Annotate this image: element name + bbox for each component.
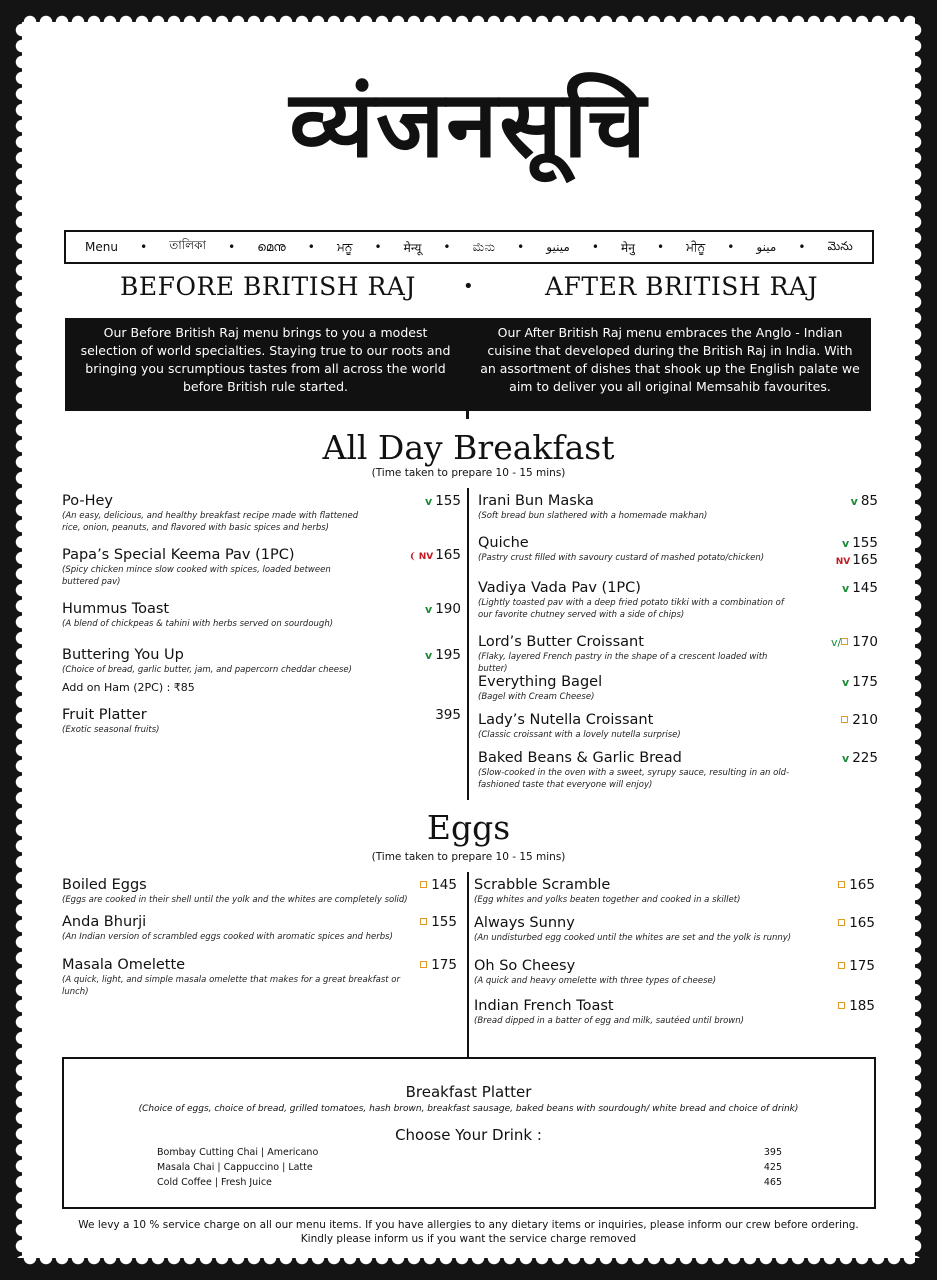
language-label: مينو xyxy=(756,240,777,254)
non-veg-icon: NV xyxy=(835,557,851,567)
language-label: మెను xyxy=(827,238,853,253)
item-price xyxy=(420,957,457,973)
item-price xyxy=(842,750,878,766)
veg-icon: v xyxy=(842,537,850,550)
item-name: Scrabble Scramble xyxy=(474,877,611,893)
footer-line-2: Kindly please inform us if you want the service charge removed xyxy=(300,1233,637,1245)
item-description: (Egg whites and yolks beaten together and cooked in a skillet) xyxy=(474,895,741,905)
item-name: Quiche xyxy=(478,535,529,551)
item-name: Everything Bagel xyxy=(478,674,603,690)
item-price xyxy=(409,547,461,563)
item-description: (Bagel with Cream Cheese) xyxy=(478,692,595,702)
price-value: 145 xyxy=(431,877,457,893)
menu-item xyxy=(474,914,794,944)
price-value: 175 xyxy=(852,674,878,690)
language-separator: • xyxy=(727,240,735,254)
item-price xyxy=(420,914,457,930)
price-value: 175 xyxy=(431,957,457,973)
language-separator: • xyxy=(307,240,315,254)
item-description: (Choice of bread, garlic butter, jam, and papercorn cheddar cheese) xyxy=(62,665,352,675)
drink-name: Masala Chai | Cappuccino | Latte xyxy=(157,1162,313,1173)
item-description: (Flaky, layered French pastry in the shape of a crescent loaded with butter) xyxy=(478,652,768,674)
item-price xyxy=(425,647,461,663)
egg-icon xyxy=(420,918,427,925)
item-name: Vadiya Vada Pav (1PC) xyxy=(478,580,641,596)
price-value: 190 xyxy=(435,601,461,617)
item-description: (An easy, delicious, and healthy breakfast recipe made with flattened rice, onion, peanuts, and flavored with basic spices and herbs) xyxy=(62,511,359,533)
language-label: ಮೆನು xyxy=(472,239,495,254)
item-price xyxy=(842,674,878,690)
price-value: 155 xyxy=(431,914,457,930)
language-separator: • xyxy=(656,240,665,254)
item-description: (A quick and heavy omelette with three types of cheese) xyxy=(474,976,717,986)
item-name: Irani Bun Maska xyxy=(478,493,594,509)
language-label: ਮੀਨੂ xyxy=(686,239,706,254)
menu-title: व्यंजनसूचि xyxy=(289,71,648,178)
item-price xyxy=(838,915,875,931)
price-value: 165 xyxy=(849,915,875,931)
after-raj-description: Our After British Raj menu embraces the Anglo - Indian cuisine that developed during the British Raj in India. With an assortment of dishes that shook up the English palate we aim to deliver you all original Memsahib favourites. xyxy=(469,318,871,411)
before-raj-description: Our Before British Raj menu brings to you a modest selection of world specialties. Staying true to our roots and bringing you scrumptious tastes from all across the world before British rule started. xyxy=(65,318,466,411)
price-value: 165 xyxy=(852,552,878,568)
breakfast-subtitle: (Time taken to prepare 10 - 15 mins) xyxy=(371,467,566,479)
drink-name: Bombay Cutting Chai | Americano xyxy=(157,1147,319,1158)
item-description: (Pastry crust filled with savoury custard of mashed potato/chicken) xyxy=(478,553,765,563)
item-description: (Soft bread bun slathered with a homemade makhan) xyxy=(478,511,708,521)
eggs-subtitle: (Time taken to prepare 10 - 15 mins) xyxy=(371,851,566,863)
item-price xyxy=(420,877,457,893)
chili-icon: ❨ xyxy=(409,552,417,562)
menu-item xyxy=(478,492,798,522)
price-value: 175 xyxy=(849,958,875,974)
language-separator: • xyxy=(140,240,148,254)
menu-item xyxy=(62,492,362,534)
item-addon: Add on Ham (2PC) : ₹85 xyxy=(62,681,195,694)
item-name: Always Sunny xyxy=(474,915,575,931)
after-raj-title: AFTER BRITISH RAJ xyxy=(545,272,818,301)
veg-icon: v xyxy=(425,603,433,616)
item-description: (An undisturbed egg cooked until the whites are set and the yolk is runny) xyxy=(474,933,792,943)
drink-price: 425 xyxy=(763,1162,782,1173)
egg-icon xyxy=(838,881,845,888)
menu-item xyxy=(478,579,798,621)
language-bar xyxy=(64,230,874,264)
language-label: مینیو xyxy=(546,240,570,254)
price-value: 210 xyxy=(852,712,878,728)
language-label: তালিকা xyxy=(169,238,206,252)
language-separator: • xyxy=(591,240,599,254)
item-name: Papa’s Special Keema Pav (1PC) xyxy=(62,547,295,563)
language-separator: • xyxy=(443,240,451,254)
item-name: Boiled Eggs xyxy=(62,877,147,893)
item-price xyxy=(851,493,878,509)
price-value: 395 xyxy=(435,707,461,723)
language-separator: • xyxy=(374,240,382,254)
egg-icon xyxy=(420,961,427,968)
price-value: 185 xyxy=(849,998,875,1014)
eggs-title: Eggs xyxy=(426,808,511,847)
item-price xyxy=(838,958,875,974)
menu-item xyxy=(62,600,362,630)
item-price-alt xyxy=(836,552,878,568)
item-description: (Slow-cooked in the oven with a sweet, syrupy sauce, resulting in an old-fashioned taste that everyone will enjoy) xyxy=(478,768,790,790)
language-label: ਮਨੂ xyxy=(336,239,353,254)
price-value: 165 xyxy=(849,877,875,893)
language-label: मेन्यू xyxy=(403,240,422,255)
item-description: (Lightly toasted pav with a deep fried potato tikki with a combination of our favorite chutney served with a side of chips) xyxy=(478,598,784,620)
item-price xyxy=(841,712,878,728)
menu-item xyxy=(478,673,798,703)
item-name: Oh So Cheesy xyxy=(474,958,576,974)
menu-item xyxy=(474,997,794,1027)
drink-price: 395 xyxy=(763,1147,782,1158)
breakfast-title: All Day Breakfast xyxy=(322,428,615,467)
item-name: Masala Omelette xyxy=(62,957,186,973)
item-name: Baked Beans & Garlic Bread xyxy=(478,750,682,766)
price-value: 225 xyxy=(852,750,878,766)
drink-price: 465 xyxy=(763,1177,782,1188)
item-description: (An Indian version of scrambled eggs cooked with aromatic spices and herbs) xyxy=(62,932,393,942)
egg-icon xyxy=(420,881,427,888)
menu-item xyxy=(62,956,422,998)
item-description: (Eggs are cooked in their shell until the yolk and the whites are completely solid) xyxy=(62,895,408,905)
item-price xyxy=(838,998,875,1014)
menu-item xyxy=(62,876,422,906)
item-name: Indian French Toast xyxy=(474,998,614,1014)
price-value: 195 xyxy=(435,647,461,663)
veg-icon: v xyxy=(842,582,850,595)
egg-icon xyxy=(838,919,845,926)
drink-name: Cold Coffee | Fresh Juice xyxy=(157,1177,272,1188)
item-description: (Bread dipped in a batter of egg and milk, sautéed until brown) xyxy=(474,1016,744,1026)
price-value: 165 xyxy=(435,547,461,563)
menu-item xyxy=(62,706,362,736)
raj-separator: • xyxy=(463,276,474,297)
drink-title: Choose Your Drink : xyxy=(395,1126,542,1144)
eggs-column-divider xyxy=(467,872,469,1058)
drink-row xyxy=(157,1162,782,1173)
item-price xyxy=(838,877,875,893)
price-value: 85 xyxy=(860,493,878,509)
menu-item xyxy=(478,534,798,564)
item-price xyxy=(842,535,878,551)
menu-item xyxy=(478,633,798,675)
language-label: मेनु xyxy=(621,240,635,255)
non-veg-icon: NV xyxy=(418,552,434,562)
item-name: Hummus Toast xyxy=(62,601,170,617)
item-name: Fruit Platter xyxy=(62,707,147,723)
footer-note xyxy=(0,1218,937,1246)
veg-icon: v/ xyxy=(831,636,842,649)
menu-item xyxy=(474,876,794,906)
item-description: (Exotic seasonal fruits) xyxy=(62,725,160,735)
price-value: 155 xyxy=(852,535,878,551)
menu-item xyxy=(474,957,794,987)
platter-title: Breakfast Platter xyxy=(405,1083,532,1101)
item-description: (A blend of chickpeas & tahini with herbs served on sourdough) xyxy=(62,619,334,629)
item-name: Anda Bhurji xyxy=(62,914,147,930)
language-label: മെനു xyxy=(257,239,286,254)
veg-icon: v xyxy=(425,495,433,508)
item-price xyxy=(842,580,878,596)
drink-row xyxy=(157,1147,782,1158)
item-name: Lady’s Nutella Croissant xyxy=(478,712,654,728)
item-description: (Classic croissant with a lovely nutella surprise) xyxy=(478,730,681,740)
veg-icon: v xyxy=(850,495,858,508)
veg-icon: v xyxy=(425,649,433,662)
item-name: Buttering You Up xyxy=(62,647,184,663)
language-label: Menu xyxy=(85,240,118,254)
price-value: 155 xyxy=(435,493,461,509)
item-description: (Spicy chicken mince slow cooked with spices, loaded between buttered pav) xyxy=(62,565,331,587)
breakfast-column-divider xyxy=(467,488,469,800)
veg-icon: v xyxy=(842,676,850,689)
menu-item xyxy=(478,749,798,791)
egg-icon xyxy=(838,962,845,969)
language-separator: • xyxy=(798,240,806,254)
item-name: Po-Hey xyxy=(62,493,114,509)
egg-icon xyxy=(841,716,848,723)
menu-item xyxy=(62,546,362,588)
before-raj-title: BEFORE BRITISH RAJ xyxy=(120,272,416,301)
veg-icon: v xyxy=(842,752,850,765)
item-price xyxy=(425,601,461,617)
item-price xyxy=(425,493,461,509)
menu-item xyxy=(62,646,362,694)
menu-item xyxy=(62,913,422,943)
price-value: 145 xyxy=(852,580,878,596)
egg-icon xyxy=(838,1002,845,1009)
language-separator: • xyxy=(228,240,236,254)
platter-description: (Choice of eggs, choice of bread, grilled tomatoes, hash brown, breakfast sausage, baked beans with sourdough/ white bread and choice of drink) xyxy=(138,1104,799,1114)
item-description: (A quick, light, and simple masala omelette that makes for a great breakfast or lunch) xyxy=(62,975,400,997)
item-price xyxy=(831,634,878,650)
item-name: Lord’s Butter Croissant xyxy=(478,634,644,650)
drink-row xyxy=(157,1177,782,1188)
item-price xyxy=(435,707,461,723)
egg-icon xyxy=(841,638,848,645)
menu-item xyxy=(478,711,798,741)
language-separator: • xyxy=(517,240,525,254)
price-value: 170 xyxy=(852,634,878,650)
footer-line-1: We levy a 10 % service charge on all our menu items. If you have allergies to any dietary items or inquiries, please inform our crew before ordering. xyxy=(78,1219,859,1231)
